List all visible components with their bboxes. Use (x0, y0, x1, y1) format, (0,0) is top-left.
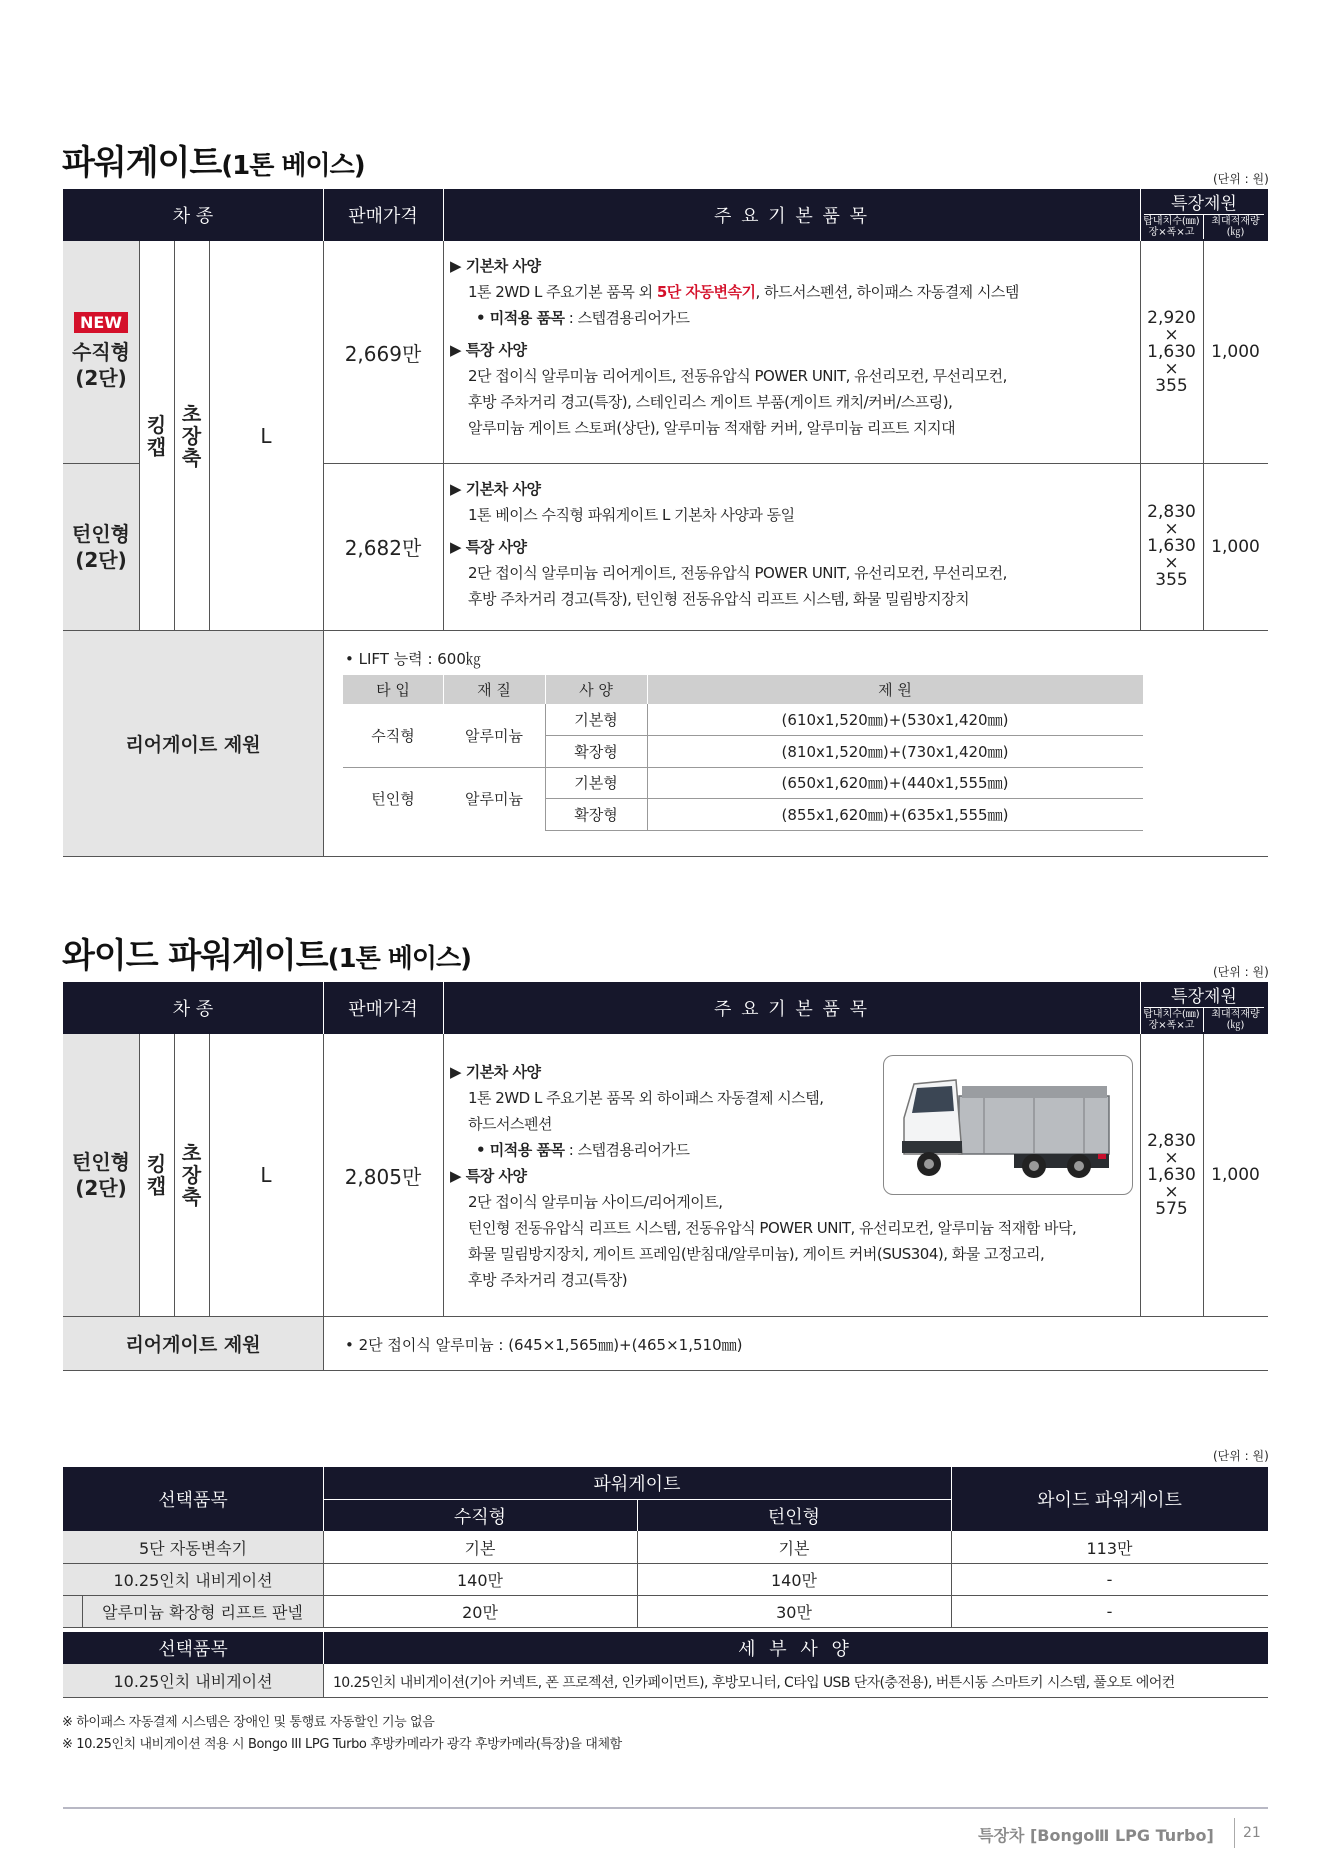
header-price: 판매가격 (348, 206, 418, 227)
page-number: 21 (1243, 1825, 1261, 1841)
rear-type-vertical: 수직형 (371, 727, 415, 745)
divider (323, 982, 324, 1034)
model-wide-turnin: 턴인형 (2단) (72, 1150, 130, 1200)
option-price-wide: - (1106, 1569, 1113, 1589)
detail-h-option: 선택품목 (158, 1639, 228, 1660)
option-h-label: 선택품목 (158, 1490, 228, 1511)
truck-illustration (884, 1056, 1134, 1196)
model-vertical: 수직형 (2단) (72, 340, 130, 390)
divider (545, 830, 1143, 831)
rear-spec: 기본형 (574, 711, 618, 729)
rear-material-vertical: 알루미늄 (465, 727, 523, 745)
trim-label: L (260, 1163, 272, 1187)
rear-gate-value: • 2단 접이식 알루미늄 : (645×1,565㎜)+(465×1,510㎜) (345, 1336, 743, 1354)
option-price-wide: - (1106, 1601, 1113, 1621)
rear-h-type: 타 입 (376, 681, 410, 699)
divider (323, 189, 324, 241)
option-name: 10.25인치 내비게이션 (113, 1570, 273, 1590)
section2-title: 와이드 파워게이트(1톤 베이스) (62, 936, 471, 976)
option-price-turnin: 기본 (778, 1538, 810, 1558)
spec-list-vertical: ▶ 기본차 사양 1톤 2WD L 주요기본 품목 외 5단 자동변속기, 하드서스펜션, 하이패스 자동결제 시스템 • 미적용 품목 : 스텝겸용리어가드 ▶ 특장 사양 2단 접이식 알루미늄 리어게이트, 전동유압식 POWER UNIT, 유선리모컨, 무선리모컨, 후방 주차거리 경고(특장), 스테인리스 게이트 부품(게이트 캐치/커버/스프링), 알루미늄 게이트 스토퍼(상단), 알루미늄 적재함 커버, 알루미늄 리프트 지지대 (450, 257, 1019, 437)
body-label: 초장축 (181, 1141, 202, 1209)
divider (443, 675, 444, 704)
rear-dim: (610x1,520㎜)+(530x1,420㎜) (781, 711, 1009, 729)
header-items: 주 요 기 본 품 목 (714, 999, 869, 1020)
rear-dim: (810x1,520㎜)+(730x1,420㎜) (781, 742, 1009, 761)
option-price-wide: 113만 (1086, 1538, 1133, 1558)
dim-turnin: 2,830 × 1,630 × 355 (1147, 502, 1196, 590)
divider (1234, 1818, 1235, 1848)
note: ※ 10.25인치 내비게이션 적용 시 Bongo III LPG Turbo 후방카메라가 광각 후방카메라(특장)을 대체함 (62, 1737, 622, 1752)
option-price-turnin: 30만 (776, 1602, 812, 1622)
rear-spec: 기본형 (574, 774, 618, 792)
rear-spec: 확장형 (574, 805, 618, 824)
load-vertical: 1,000 (1211, 342, 1260, 362)
rear-dim: (855x1,620㎜)+(635x1,555㎜) (781, 805, 1009, 824)
dim-vertical: 2,920 × 1,630 × 355 (1147, 307, 1196, 396)
header-spec-load: 최대적재량 (㎏) (1211, 216, 1260, 238)
footer-rule (63, 1807, 1268, 1809)
option-price-vertical: 20만 (462, 1602, 498, 1622)
header-spec: 특장제원 (1171, 193, 1237, 214)
divider (443, 189, 444, 241)
rear-h-material: 재 질 (477, 681, 511, 699)
header-model: 차 종 (172, 206, 214, 227)
footer-text: 특장차 [BongoⅢ LPG Turbo] (978, 1826, 1214, 1845)
divider (545, 675, 546, 704)
new-badge: NEW (74, 312, 128, 333)
section3-unit: (단위 : 원) (1213, 1449, 1269, 1463)
price-vertical: 2,669만 (344, 341, 422, 366)
rear-material-turnin: 알루미늄 (465, 790, 523, 808)
spec-list-turnin: ▶ 기본차 사양 1톤 베이스 수직형 파워게이트 L 기본차 사양과 동일 ▶ 특장 사양 2단 접이식 알루미늄 리어게이트, 전동유압식 POWER UNIT, 유선리모컨, 무선리모컨, 후방 주차거리 경고(특장), 턴인형 전동유압식 리프트 시스템, 화물 밀림방지장치 (450, 480, 1007, 608)
detail-h-spec: 세 부 사 양 (738, 1639, 853, 1660)
option-price-vertical: 140만 (457, 1570, 503, 1590)
rear-gate-label: 리어게이트 제원 (125, 733, 261, 756)
divider (443, 241, 444, 630)
dim-wide: 2,830 × 1,630 × 575 (1147, 1130, 1196, 1219)
divider (647, 675, 648, 704)
divider (323, 463, 1268, 464)
option-h-power: 파워게이트 (593, 1474, 681, 1495)
trim-label: L (260, 423, 272, 448)
header-spec-dim: 탑내치수(㎜) 장×폭×고 (1143, 216, 1200, 238)
option-h-wide: 와이드 파워게이트 (1037, 1490, 1182, 1511)
lift-capacity: • LIFT 능력 : 600㎏ (345, 650, 481, 668)
divider (63, 1370, 1268, 1371)
section2-unit: (단위 : 원) (1213, 965, 1269, 979)
option-h-vertical: 수직형 (453, 1506, 507, 1528)
section1-unit: (단위 : 원) (1213, 172, 1269, 186)
spec-list-wide: ▶ 기본차 사양 1톤 2WD L 주요기본 품목 외 하이패스 자동결제 시스템, 하드서스펜션 • 미적용 품목 : 스텝겸용리어가드 ▶ 특장 사양 2단 접이식 알루미늄 사이드/리어게이트, 턴인형 전동유압식 리프트 시스템, 전동유압식 POWER UNIT, 유선리모컨, 알루미늄 적재함 바닥, 화물 밀림방지장치, 게이트 프레임(받침대/알루미늄), 게이트 커버(SUS304), 화물 고정고리, 후방 주차거리 경고(특장) (450, 1063, 1077, 1289)
divider (63, 463, 139, 464)
load-turnin: 1,000 (1211, 536, 1260, 557)
truck-image (883, 1055, 1133, 1195)
load-wide: 1,000 (1211, 1165, 1260, 1185)
divider (63, 1627, 1268, 1628)
price-turnin: 2,682만 (344, 536, 422, 560)
divider (63, 856, 1268, 857)
rear-spec: 확장형 (574, 742, 618, 761)
divider (323, 1664, 324, 1697)
option-price-vertical: 기본 (464, 1538, 496, 1558)
rear-h-spec: 사 양 (579, 681, 613, 699)
price-wide: 2,805만 (344, 1164, 422, 1189)
divider (63, 1697, 1268, 1698)
section1-title: 파워게이트(1톤 베이스) (62, 143, 365, 183)
header-price: 판매가격 (348, 999, 418, 1020)
option-name: 알루미늄 확장형 리프트 판넬 (102, 1602, 303, 1622)
option-name: 5단 자동변속기 (138, 1538, 247, 1558)
header-spec-dim: 탑내치수(㎜) 장×폭×고 (1143, 1009, 1200, 1031)
cab-label: 킹캡 (146, 412, 167, 459)
rear-dim: (650x1,620㎜)+(440x1,555㎜) (781, 774, 1009, 792)
header-spec: 특장제원 (1171, 986, 1237, 1007)
option-price-turnin: 140만 (771, 1570, 817, 1590)
divider (443, 1034, 444, 1316)
divider (443, 982, 444, 1034)
model-turnin: 턴인형 (2단) (72, 522, 130, 572)
body-label: 초장축 (181, 401, 202, 470)
header-items: 주 요 기 본 품 목 (714, 206, 869, 227)
detail-nav-label: 10.25인치 내비게이션 (113, 1672, 273, 1691)
option-h-turnin: 턴인형 (767, 1506, 821, 1528)
cab-label: 킹캡 (146, 1152, 167, 1198)
header-model: 차 종 (172, 999, 214, 1020)
rear-h-dim: 제 원 (878, 681, 912, 699)
header-spec-load: 최대적재량 (㎏) (1211, 1009, 1260, 1031)
rear-gate-label: 리어게이트 제원 (125, 1333, 261, 1356)
rear-type-turnin: 턴인형 (371, 790, 415, 808)
detail-nav-spec: 10.25인치 내비게이션(기아 커넥트, 폰 프로젝션, 인카페이먼트), 후방모니터, C타입 USB 단자(충전용), 버튼시동 스마트키 시스템, 풀오토 에어컨 (333, 1675, 1175, 1691)
new-badge-wrap (63, 310, 139, 334)
notes (62, 1712, 622, 1756)
note: ※ 하이패스 자동결제 시스템은 장애인 및 통행료 자동할인 기능 없음 (62, 1715, 435, 1730)
